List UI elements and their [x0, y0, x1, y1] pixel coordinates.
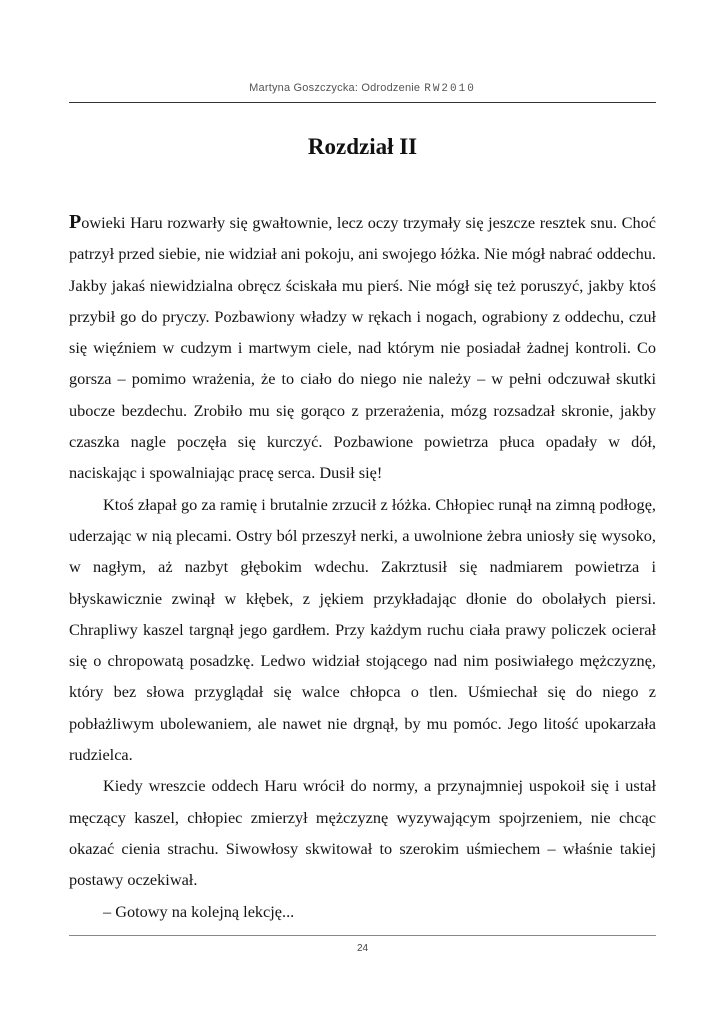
paragraph	[69, 207, 656, 489]
running-header	[69, 82, 656, 95]
paragraph: Ktoś złapał go za ramię i brutalnie zrzucił z łóżka. Chłopiec runął na zimną podłogę, uderzając w nią plecami. Ostry ból przeszył nerki, a uwolnione żebra uniosły się wysoko, w nagłym, aż nazbyt głębokim wdechu. Zakrztusił się nadmiarem powietrza i błyskawicznie zwinął w kłębek, z jękiem przykładając dłonie do obolałych piersi. Chrapliwy kaszel targnął jego gardłem. Przy każdym ruchu ciała prawy policzek ocierał się o chropowatą posadzkę. Ledwo widział stojącego nad nim posiwiałego mężczyznę, który bez słowa przyglądał się walce chłopca o tlen. Uśmiechał się do niego z pobłażliwym ubolewaniem, ale nawet nie drgnął, by mu pomóc. Jego litość upokarzała rudzielca.	[69, 494, 656, 765]
paragraph-text: owieki Haru rozwarły się gwałtownie, lecz oczy trzymały się jeszcze resztek snu. Choć patrzył przed siebie, nie widział ani pokoju, ani swojego łóżka. Nie mógł nabrać oddechu. Jakby jakaś niewidzialna obręcz ściskała mu pierś. Nie mógł się też poruszyć, jakby ktoś przybił go do pryczy. Pozbawiony władzy w rękach i nogach, ograbiony z oddechu, czuł się więźniem w cudzym i martwym ciele, nad którym nie posiadał żadnej kontroli. Co gorsza – pomimo wrażenia, że to ciało do niego nie należy – w pełni odczuwał skutki ubocze bezdechu. Zrobiło mu się gorąco z przerażenia, mózg rozsadzał skronie, jakby czaszka nagle poczęła się kurczyć. Pozbawione powietrza płuca opadały w dół, naciskając i spowalniając pracę serca. Dusił się!	[69, 213, 656, 483]
header-author-title: Martyna Goszczycka: Odrodzenie	[249, 82, 421, 94]
page-number: 24	[356, 943, 369, 954]
paragraph: Kiedy wreszcie oddech Haru wrócił do normy, a przynajmniej uspokoił się i ustał męczący kaszel, chłopiec zmierzył mężczyznę wyzywającym spojrzeniem, nie chcąc okazać cienia strachu. Siwowłosy skwitował to szerokim uśmiechem – właśnie takiej postawy oczekiwał.	[69, 776, 656, 890]
chapter-title: Rozdział II	[307, 134, 418, 159]
header-divider	[69, 102, 656, 103]
footer-divider	[69, 935, 656, 936]
dialogue-line: – Gotowy na kolejną lekcję...	[103, 901, 295, 921]
initial-letter: P	[69, 211, 82, 233]
header-code: RW2010	[424, 83, 476, 95]
chapter-body	[69, 207, 656, 927]
